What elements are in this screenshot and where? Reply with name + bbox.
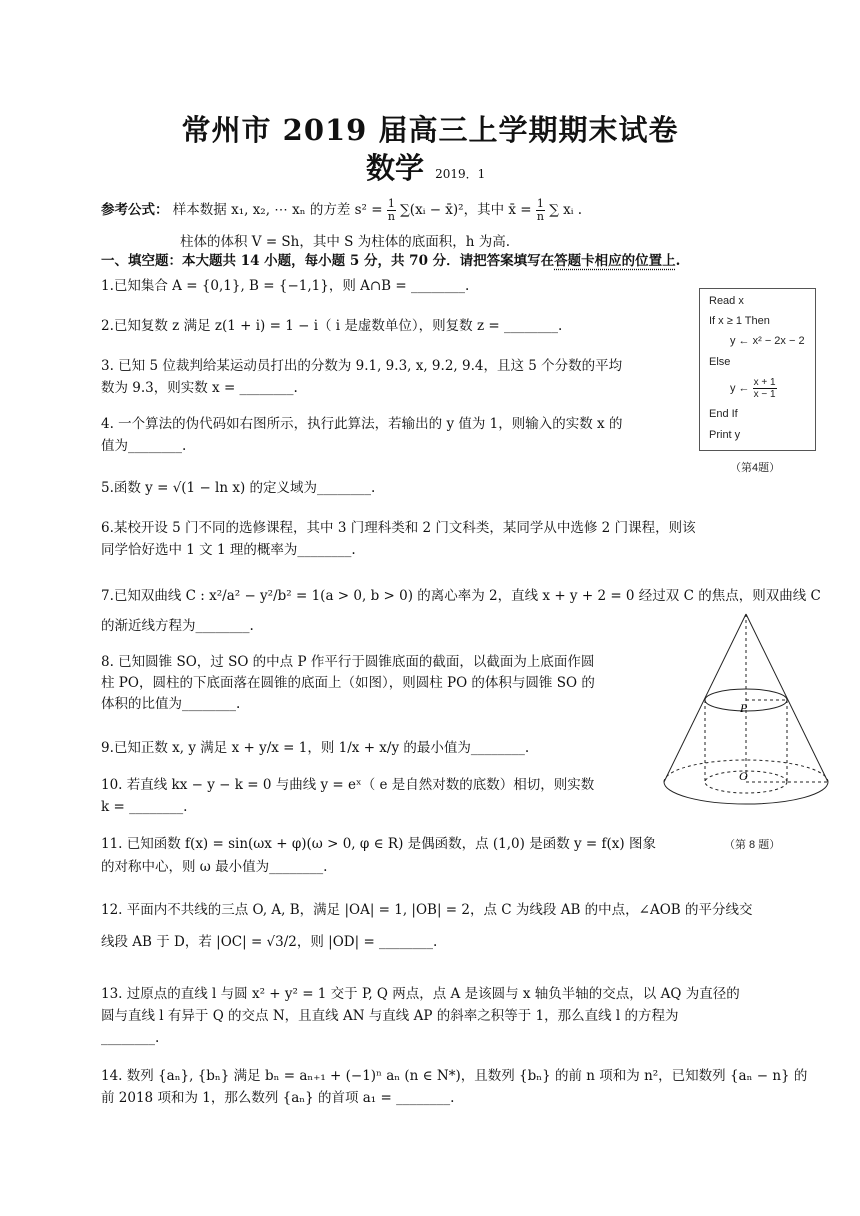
formula-fraction-2: $\frac{1}{n}$	[536, 197, 544, 223]
page-title: 常州市 2019 届高三上学期期末试卷	[181, 113, 679, 147]
question-11-line-2: 的对称中心，则 ω 最小值为________.	[101, 859, 328, 875]
figure-4-caption: （第4题）	[730, 462, 781, 474]
question-7-line-1: 7.已知双曲线 C : x²/a² − y²/b² = 1(a > 0, b > 0) 的离心率为 2，直线 x + y + 2 = 0 经过双 C 的焦点，则双曲线 C	[101, 588, 821, 604]
exam-date: 2019．1	[435, 167, 486, 181]
question-13-line-1: 13. 过原点的直线 l 与圆 x² + y² = 1 交于 P, Q 两点，点 A 是该圆与 x 轴负半轴的交点，以 AQ 为直径的	[101, 986, 740, 1002]
subject-title: 数学	[366, 151, 425, 185]
question-8-line-2: 柱 PO，圆柱的下底面落在圆锥的底面上（如图），则圆柱 PO 的体积与圆锥 SO 的	[101, 675, 595, 691]
pseudocode-box	[699, 288, 816, 451]
subject-title-row	[366, 146, 485, 187]
question-1: 1.已知集合 A = {0,1}, B = {−1,1}，则 A∩B = ________.	[101, 278, 470, 294]
formula-line-1	[101, 198, 582, 223]
question-9: 9.已知正数 x, y 满足 x + y/x = 1，则 1/x + x/y 的最小值为________.	[101, 740, 530, 756]
question-12-line-1: 12. 平面内不共线的三点 O, A, B，满足 |OA| = 1, |OB| = 2，点 C 为线段 AB 的中点，∠AOB 的平分线交	[101, 902, 753, 918]
question-3-line-1: 3. 已知 5 位裁判给某运动员打出的分数为 9.1, 9.3, x, 9.2, 9.4，且这 5 个分数的平均	[101, 358, 623, 374]
question-10-line-1: 10. 若直线 kx − y − k = 0 与曲线 y = eˣ（ e 是自然对数的底数）相切，则实数	[101, 777, 595, 793]
question-3-line-2: 数为 9.3，则实数 x = ________.	[101, 380, 298, 396]
label-p: P	[740, 701, 748, 715]
code-line-endif: End If	[709, 408, 738, 420]
section-heading-emphasis: 答题卡相应的位置上	[554, 253, 676, 269]
question-5: 5.函数 y = √(1 − ln x) 的定义域为________.	[101, 480, 376, 496]
question-6-line-2: 同学恰好选中 1 文 1 理的概率为________.	[101, 542, 356, 558]
code-line-else: Else	[709, 356, 731, 368]
formula-line-2: 柱体的体积 V = Sh，其中 S 为柱体的底面积，h 为高.	[180, 234, 510, 250]
question-8-line-3: 体积的比值为________.	[101, 696, 241, 712]
question-4-line-1: 4. 一个算法的伪代码如右图所示，执行此算法，若输出的 y 值为 1，则输入的实数 x 的	[101, 416, 623, 432]
cone-cylinder-figure	[660, 610, 832, 832]
question-13-line-2: 圆与直线 l 有异于 Q 的交点 N，且直线 AN 与直线 AP 的斜率之积等于 1，那么直线 l 的方程为	[101, 1008, 679, 1024]
question-4-line-2: 值为________.	[101, 438, 187, 454]
question-11-line-1: 11. 已知函数 f(x) = sin(ωx + φ)(ω > 0, φ ∈ R) 是偶函数，点 (1,0) 是函数 y = f(x) 图象	[101, 836, 656, 852]
formula-sum-text: ∑(xᵢ − x̄)²，其中 x̄ =	[400, 202, 532, 218]
formula-label: 参考公式：	[101, 202, 169, 218]
question-8-line-1: 8. 已知圆锥 SO，过 SO 的中点 P 作平行于圆锥底面的截面，以截面为上底面作圆	[101, 654, 595, 670]
code-line-if: If x ≥ 1 Then	[709, 315, 770, 327]
formula-variance-text: 样本数据 x₁, x₂, ⋯ xₙ 的方差 s² =	[172, 202, 383, 218]
label-o: O	[739, 769, 748, 783]
figure-8-caption: （第 8 题）	[724, 839, 781, 851]
code-line-assign-1: y ← x² − 2x − 2	[730, 335, 805, 347]
code-line-assign-2: y ← $\frac{x + 1}{x - 1}$	[730, 377, 776, 400]
section-heading: 一、填空题：本大题共 14 小题，每小题 5 分，共 70 分．请把答案填写在答题卡相应的位置上.	[101, 253, 681, 269]
question-12-line-2: 线段 AB 于 D，若 |OC| = √3/2，则 |OD| = ________.	[101, 934, 438, 950]
formula-fraction-1: $\frac{1}{n}$	[387, 197, 395, 223]
question-14-line-1: 14. 数列 {aₙ}, {bₙ} 满足 bₙ = aₙ₊₁ + (−1)ⁿ aₙ (n ∈ N*)，且数列 {bₙ} 的前 n 项和为 n²，已知数列 {aₙ − n} 的	[101, 1068, 808, 1084]
question-13-line-3: ________.	[101, 1030, 160, 1046]
formula-mean-text: ∑ xᵢ .	[549, 202, 583, 218]
code-line-read: Read x	[709, 295, 744, 307]
question-10-line-2: k = ________.	[101, 799, 188, 815]
question-2: 2.已知复数 z 满足 z(1 + i) = 1 − i（ i 是虚数单位），则复数 z = ________.	[101, 318, 563, 334]
question-14-line-2: 前 2018 项和为 1，那么数列 {aₙ} 的首项 a₁ = ________.	[101, 1090, 455, 1106]
question-6-line-1: 6.某校开设 5 门不同的选修课程，其中 3 门理科类和 2 门文科类，某同学从中选修 2 门课程，则该	[101, 520, 696, 536]
code-line-print: Print y	[709, 429, 741, 441]
question-7-line-2: 的渐近线方程为________.	[101, 618, 254, 634]
